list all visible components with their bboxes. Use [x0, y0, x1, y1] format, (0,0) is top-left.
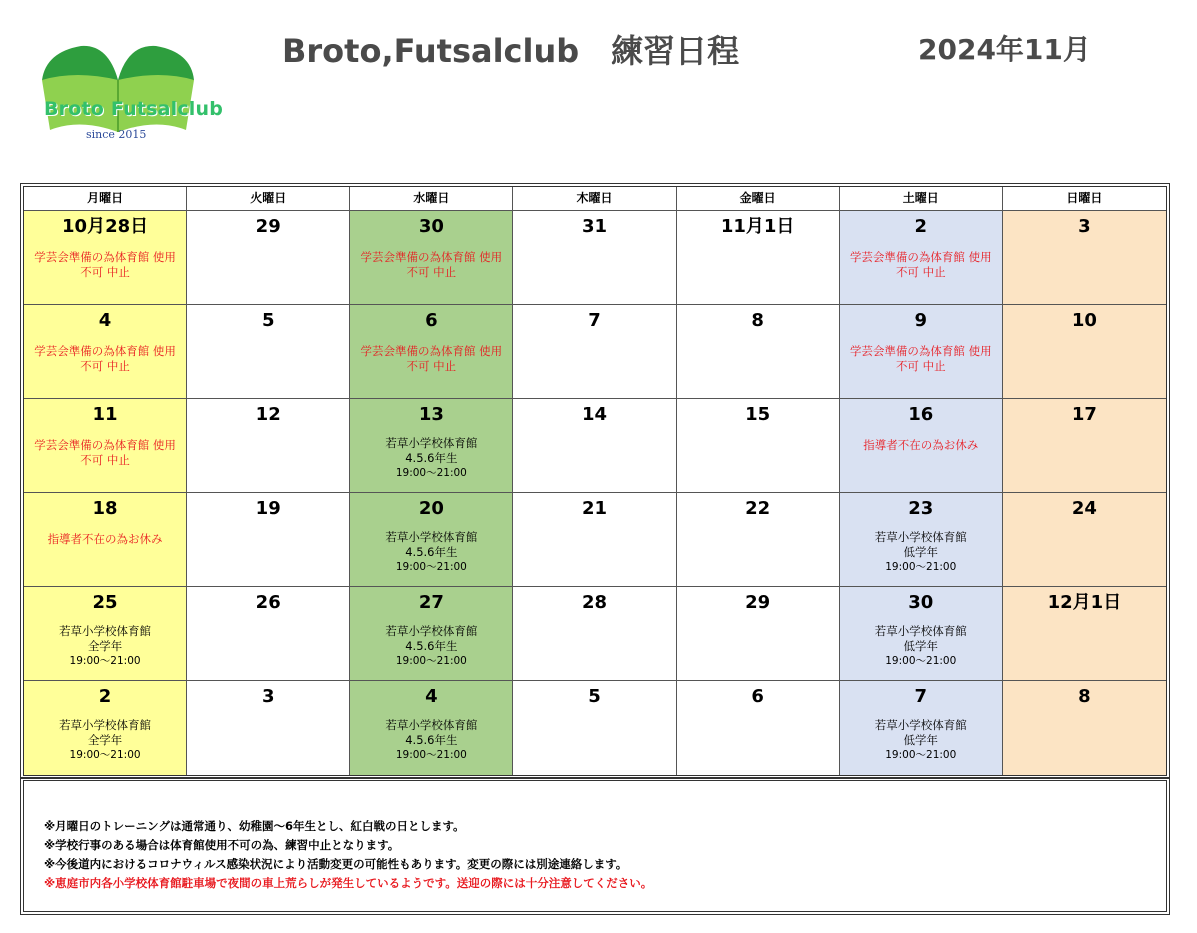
calendar-day-cell	[513, 493, 676, 587]
schedule-time: 19:00～21:00	[885, 655, 957, 667]
day-date: 3	[1078, 216, 1091, 237]
footnote: ※月曜日のトレーニングは通常通り、幼稚園～6年生とし、紅白戦の日とします。	[44, 819, 465, 833]
calendar-day-cell	[350, 211, 513, 305]
day-note: 学芸会準備の為体育館 使用不可 中止	[360, 250, 503, 279]
day-note: 学芸会準備の為体育館 使用不可 中止	[849, 344, 992, 373]
day-date: 11月1日	[720, 216, 795, 237]
practice-calendar	[20, 183, 1170, 779]
day-date: 17	[1071, 404, 1097, 425]
logo-text: Broto Futsalclub	[44, 98, 224, 120]
day-date: 20	[418, 498, 444, 519]
page-title: Broto,Futsalclub 練習日程	[282, 32, 740, 70]
weekday-header: 日曜日	[1003, 187, 1166, 211]
day-date: 26	[255, 592, 281, 613]
schedule-time: 19:00～21:00	[395, 467, 467, 479]
day-date: 19	[255, 498, 281, 519]
day-date: 8	[1078, 686, 1091, 707]
day-date: 10月28日	[62, 216, 149, 237]
calendar-day-cell	[1003, 681, 1166, 775]
schedule-venue: 若草小学校体育館	[874, 530, 967, 544]
day-date: 31	[581, 216, 608, 237]
day-date: 22	[745, 498, 771, 519]
calendar-day-cell	[677, 587, 840, 681]
calendar-day-cell	[513, 211, 676, 305]
day-date: 7	[914, 686, 928, 707]
calendar-day-cell	[840, 681, 1003, 775]
calendar-day-cell	[187, 305, 350, 399]
schedule-grade: 4.5.6年生	[405, 639, 458, 653]
schedule-time: 19:00～21:00	[395, 561, 467, 573]
calendar-day-cell	[350, 399, 513, 493]
calendar-day-cell	[840, 587, 1003, 681]
calendar-day-cell	[513, 305, 676, 399]
schedule-time: 19:00～21:00	[885, 749, 957, 761]
schedule-grade: 低学年	[903, 733, 939, 747]
day-note: 学芸会準備の為体育館 使用不可 中止	[34, 438, 176, 467]
calendar-day-cell	[1003, 399, 1166, 493]
day-schedule	[350, 718, 512, 763]
calendar-day-cell	[513, 681, 676, 775]
day-note: 指導者不在の為お休み	[47, 532, 163, 546]
schedule-grade: 4.5.6年生	[405, 451, 458, 465]
calendar-day-cell	[24, 211, 187, 305]
day-date: 12月1日	[1047, 592, 1122, 613]
day-schedule	[840, 530, 1002, 575]
calendar-day-cell	[1003, 211, 1166, 305]
schedule-venue: 若草小学校体育館	[385, 436, 478, 450]
calendar-day-cell	[677, 211, 840, 305]
calendar-day-cell	[513, 399, 676, 493]
day-date: 2	[914, 216, 928, 237]
calendar-day-cell	[24, 493, 187, 587]
calendar-day-cell	[24, 587, 187, 681]
day-date: 18	[92, 498, 118, 519]
calendar-day-cell	[840, 399, 1003, 493]
calendar-day-cell	[187, 493, 350, 587]
day-date: 30	[908, 592, 934, 613]
notes-list	[23, 780, 1167, 912]
schedule-time: 19:00～21:00	[395, 749, 467, 761]
schedule-time: 19:00～21:00	[395, 655, 467, 667]
calendar-day-cell	[677, 399, 840, 493]
day-date: 3	[261, 686, 275, 707]
calendar-grid	[23, 186, 1167, 776]
weekday-header: 水曜日	[350, 187, 513, 211]
day-note: 学芸会準備の為体育館 使用不可 中止	[34, 344, 176, 373]
day-date: 2	[98, 686, 112, 707]
day-date: 7	[588, 310, 601, 331]
day-date: 16	[908, 404, 934, 425]
logo-since: since 2015	[86, 128, 147, 141]
club-logo	[36, 40, 224, 150]
day-date: 27	[418, 592, 444, 613]
schedule-time: 19:00～21:00	[69, 655, 141, 667]
calendar-day-cell	[24, 681, 187, 775]
calendar-day-cell	[350, 305, 513, 399]
day-date: 10	[1071, 310, 1097, 331]
schedule-time: 19:00～21:00	[69, 749, 141, 761]
calendar-day-cell	[513, 587, 676, 681]
schedule-grade: 全学年	[87, 639, 123, 653]
calendar-day-cell	[1003, 493, 1166, 587]
calendar-day-cell	[24, 305, 187, 399]
schedule-venue: 若草小学校体育館	[385, 530, 478, 544]
schedule-venue: 若草小学校体育館	[385, 718, 478, 732]
calendar-day-cell	[187, 211, 350, 305]
calendar-day-cell	[350, 681, 513, 775]
day-date: 6	[751, 686, 764, 707]
calendar-day-cell	[840, 211, 1003, 305]
schedule-venue: 若草小学校体育館	[59, 624, 152, 638]
schedule-grade: 低学年	[903, 545, 939, 559]
day-date: 23	[908, 498, 934, 519]
weekday-header: 火曜日	[187, 187, 350, 211]
schedule-venue: 若草小学校体育館	[874, 624, 967, 638]
calendar-day-cell	[1003, 587, 1166, 681]
day-date: 12	[255, 404, 281, 425]
day-date: 15	[745, 404, 771, 425]
day-date: 11	[92, 404, 118, 425]
schedule-venue: 若草小学校体育館	[874, 718, 967, 732]
calendar-day-cell	[350, 493, 513, 587]
day-date: 29	[745, 592, 771, 613]
footnote: ※学校行事のある場合は体育館使用不可の為、練習中止となります。	[44, 838, 400, 852]
day-date: 30	[418, 216, 444, 237]
schedule-grade: 低学年	[903, 639, 939, 653]
day-date: 13	[418, 404, 444, 425]
calendar-day-cell	[677, 681, 840, 775]
calendar-day-cell	[840, 305, 1003, 399]
day-schedule	[24, 718, 186, 763]
day-date: 8	[751, 310, 764, 331]
footnote: ※今後道内におけるコロナウィルス感染状況により活動変更の可能性もあります。変更の際には別途連絡します。	[44, 857, 628, 871]
weekday-header: 土曜日	[840, 187, 1003, 211]
day-schedule	[350, 624, 512, 669]
schedule-venue: 若草小学校体育館	[385, 624, 478, 638]
calendar-day-cell	[677, 493, 840, 587]
day-schedule	[840, 624, 1002, 669]
footnote: ※恵庭市内各小学校体育館駐車場で夜間の車上荒らしが発生しているようです。送迎の際には十分注意してください。	[44, 876, 653, 890]
schedule-grade: 4.5.6年生	[405, 733, 458, 747]
day-date: 4	[425, 686, 438, 707]
calendar-day-cell	[1003, 305, 1166, 399]
day-note: 学芸会準備の為体育館 使用不可 中止	[360, 344, 503, 373]
schedule-time: 19:00～21:00	[885, 561, 957, 573]
calendar-day-cell	[677, 305, 840, 399]
calendar-day-cell	[840, 493, 1003, 587]
day-date: 5	[588, 686, 601, 707]
day-schedule	[350, 530, 512, 575]
day-note: 学芸会準備の為体育館 使用不可 中止	[34, 250, 176, 279]
day-schedule	[350, 436, 512, 481]
calendar-day-cell	[187, 587, 350, 681]
schedule-venue: 若草小学校体育館	[59, 718, 152, 732]
schedule-grade: 4.5.6年生	[405, 545, 458, 559]
notes-section	[20, 777, 1170, 915]
day-date: 6	[425, 310, 438, 331]
calendar-day-cell	[350, 587, 513, 681]
day-schedule	[840, 718, 1002, 763]
schedule-grade: 全学年	[87, 733, 123, 747]
day-date: 24	[1071, 498, 1097, 519]
calendar-day-cell	[187, 399, 350, 493]
weekday-header: 金曜日	[677, 187, 840, 211]
day-date: 25	[92, 592, 118, 613]
day-date: 14	[581, 404, 608, 425]
day-date: 9	[914, 310, 928, 331]
day-date: 28	[581, 592, 608, 613]
day-schedule	[24, 624, 186, 669]
day-note: 学芸会準備の為体育館 使用不可 中止	[849, 250, 992, 279]
day-date: 5	[261, 310, 275, 331]
day-note: 指導者不在の為お休み	[863, 438, 979, 452]
day-date: 21	[581, 498, 608, 519]
month-label: 2024年11月	[918, 33, 1091, 66]
calendar-day-cell	[187, 681, 350, 775]
day-date: 29	[255, 216, 281, 237]
calendar-day-cell	[24, 399, 187, 493]
day-date: 4	[98, 310, 112, 331]
weekday-header: 月曜日	[24, 187, 187, 211]
weekday-header: 木曜日	[513, 187, 676, 211]
